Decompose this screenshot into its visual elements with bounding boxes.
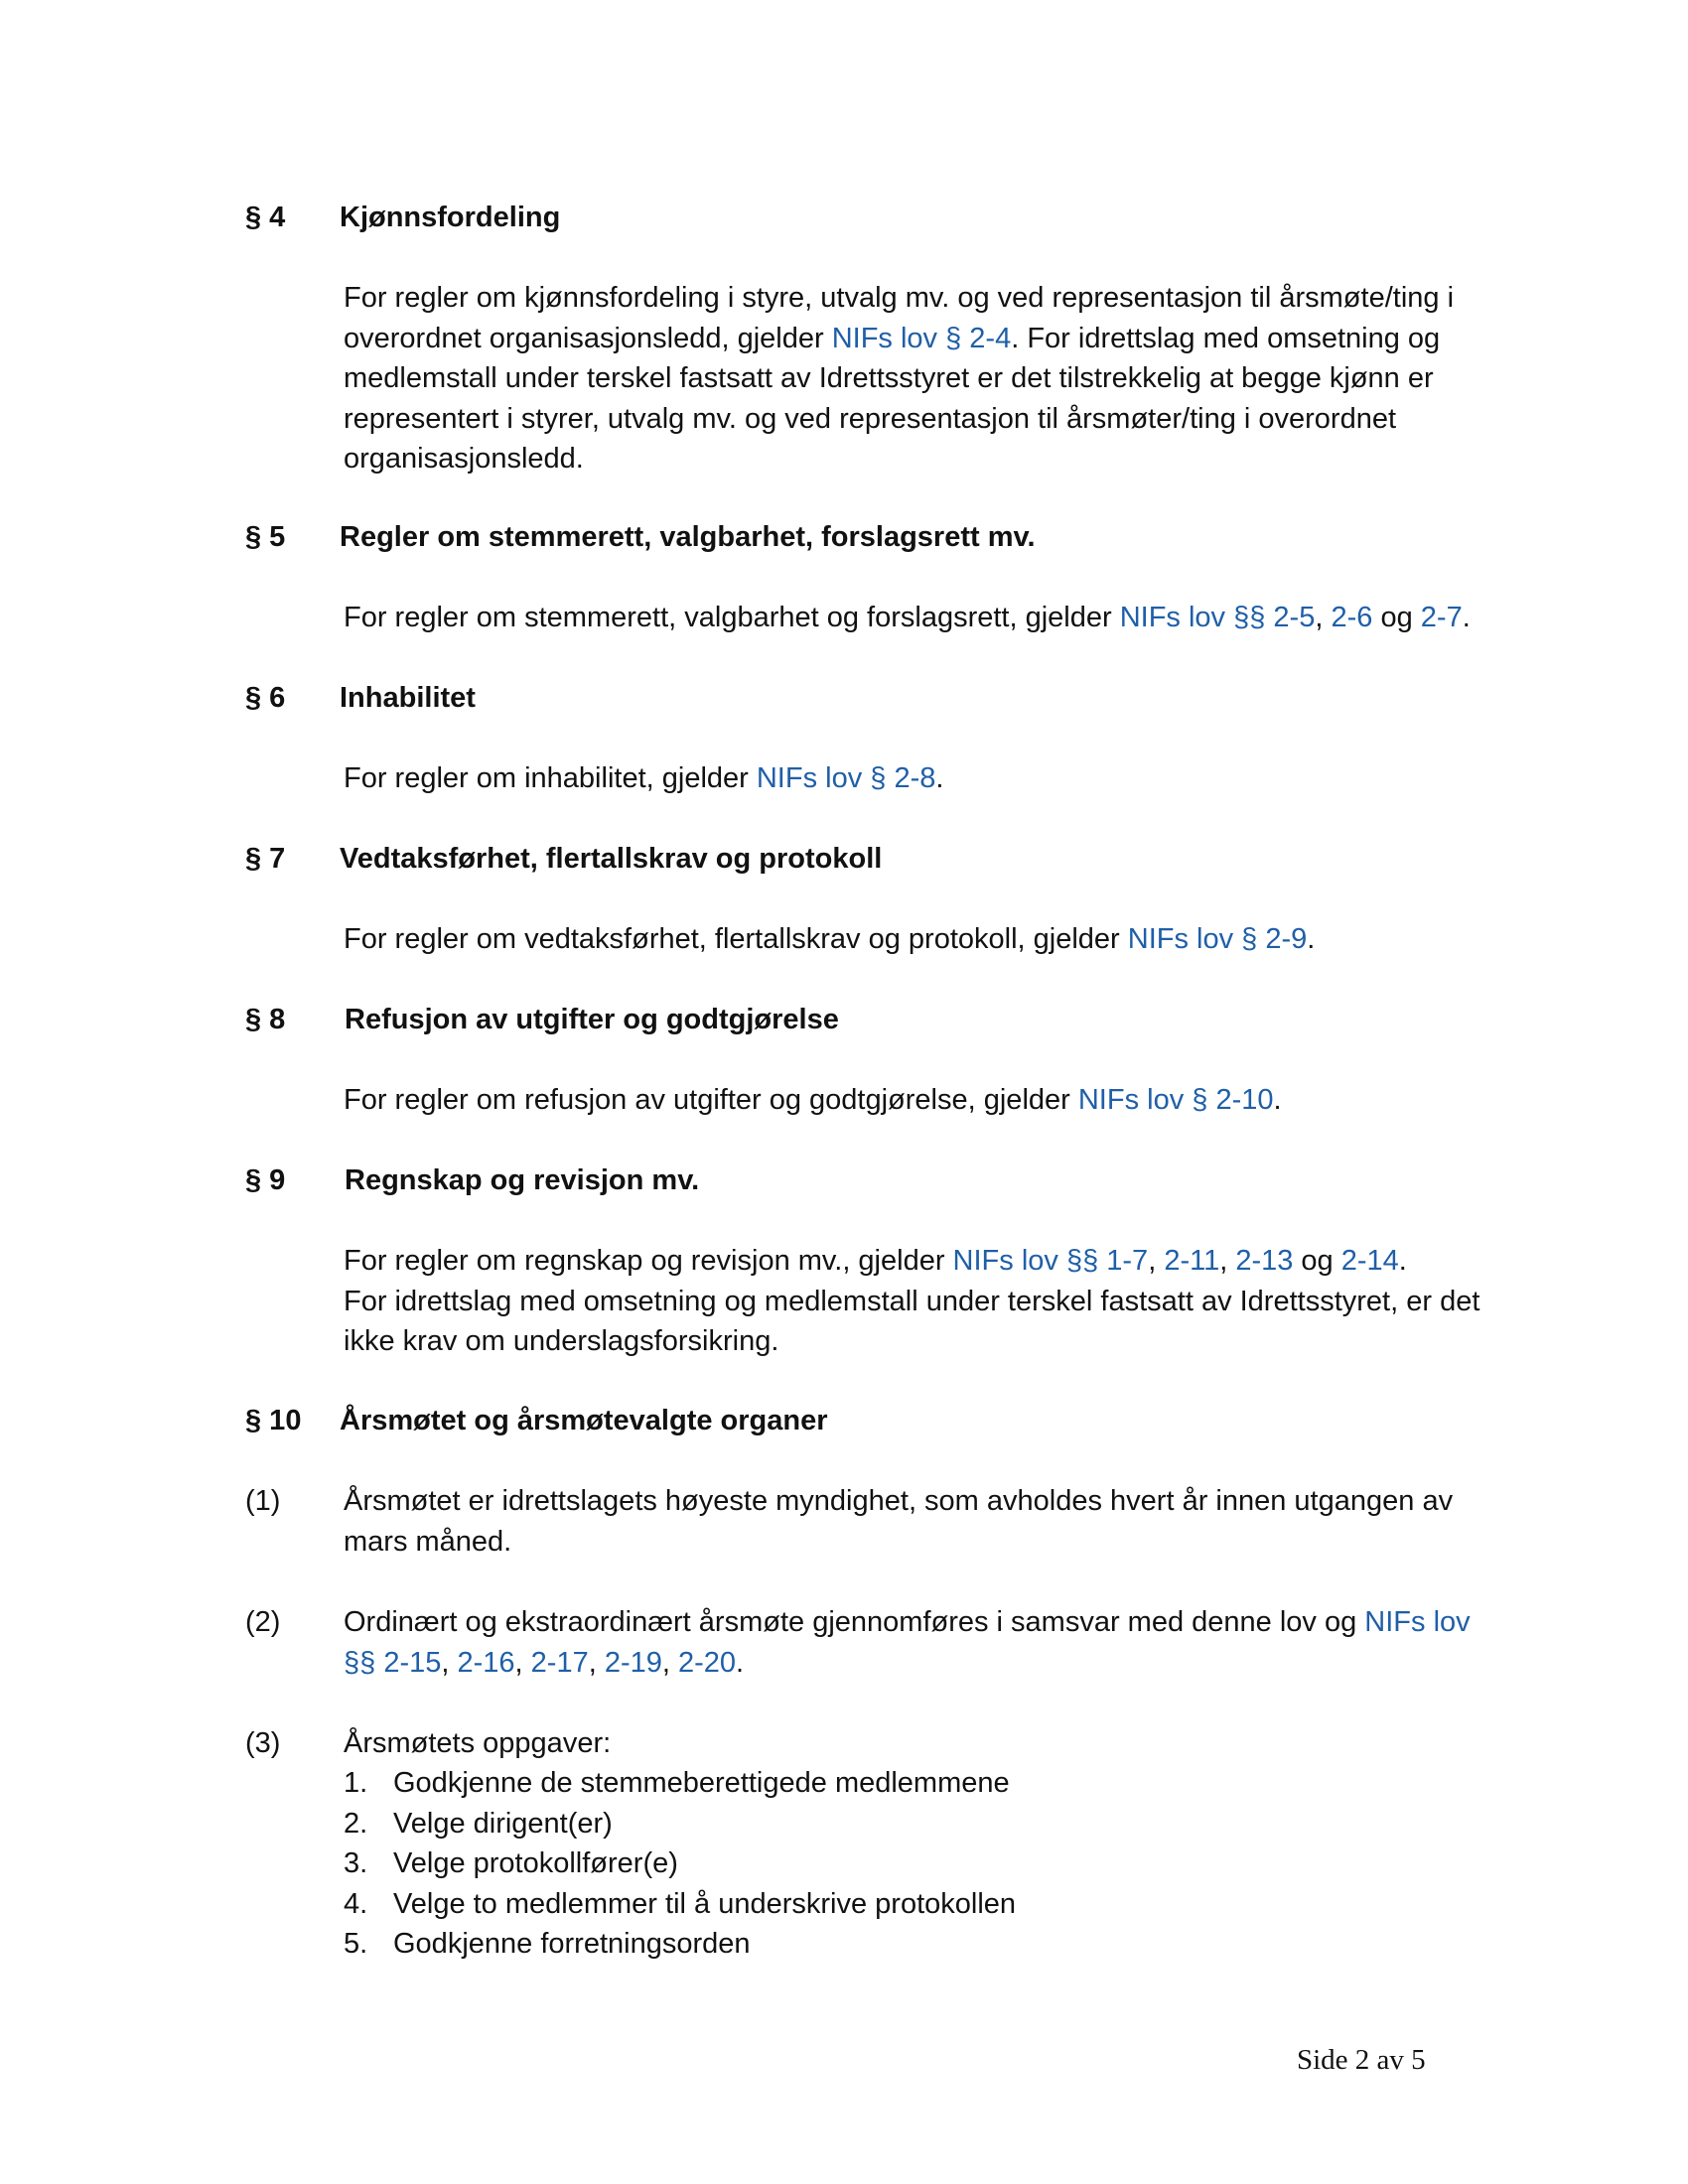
- section-number: § 6: [245, 682, 286, 714]
- section-number: § 7: [245, 843, 286, 875]
- section-title: Refusjon av utgifter og godtgjørelse: [345, 1004, 839, 1035]
- section-7-paragraph: For regler om vedtaksførhet, flertallskrav og protokoll, gjelder NIFs lov § 2-9.: [344, 923, 1316, 955]
- nifs-lov-2-14-link[interactable]: 2-14: [1340, 1245, 1399, 1277]
- section-number: § 4: [245, 202, 286, 233]
- section-number: § 10: [245, 1405, 302, 1436]
- section-4-paragraph: For regler om kjønnsfordeling i styre, utvalg mv. og ved representasjon til årsmøte/ting i overordnet organisasjonsledd, gjelder NIFs lov § 2-4. For idrettslag med omsetning og medlemstall under terskel fastsatt av Idrettsstyret er det tilstrekkelig at begge kjønn er representert i styrer, utvalg mv. og ved representasjon til årsmøter/ting i overordnet organisasjonsledd.: [344, 282, 1455, 475]
- nifs-lov-2-13-link[interactable]: 2-13: [1235, 1245, 1294, 1277]
- nifs-lov-link[interactable]: NIFs lov: [1364, 1606, 1471, 1638]
- nifs-lov-2-5-link[interactable]: NIFs lov §§ 2-5: [1119, 602, 1316, 633]
- nifs-lov-2-4-link[interactable]: NIFs lov § 2-4: [831, 322, 1012, 354]
- section-number: § 9: [245, 1164, 286, 1196]
- section-5-paragraph: For regler om stemmerett, valgbarhet og forslagsrett, gjelder NIFs lov §§ 2-5, 2-6 og 2-7.: [344, 602, 1471, 633]
- section-number: § 8: [245, 1004, 286, 1035]
- nifs-lov-2-9-link[interactable]: NIFs lov § 2-9: [1127, 923, 1308, 955]
- section-title: Regnskap og revisjon mv.: [345, 1164, 700, 1196]
- section-6-paragraph: For regler om inhabilitet, gjelder NIFs lov § 2-8.: [344, 762, 944, 794]
- nifs-lov-2-17-link[interactable]: 2-17: [530, 1646, 589, 1679]
- subsection-1-number: (1): [245, 1485, 281, 1517]
- subsection-2-paragraph: Ordinært og ekstraordinært årsmøte gjennomføres i samsvar med denne lov og NIFs lov §§ 2-15, 2-16, 2-17, 2-19, 2-20.: [344, 1606, 1471, 1679]
- subsection-3-number: (3): [245, 1727, 281, 1759]
- subsection-1-paragraph: Årsmøtet er idrettslagets høyeste myndighet, som avholdes hvert år innen utgangen av mars måned.: [344, 1485, 1454, 1558]
- section-number: § 5: [245, 521, 286, 553]
- nifs-lov-2-19-link[interactable]: 2-19: [604, 1646, 662, 1679]
- nifs-lov-2-10-link[interactable]: NIFs lov § 2-10: [1077, 1084, 1274, 1116]
- nifs-lov-2-7-link[interactable]: 2-7: [1420, 602, 1463, 633]
- section-8-paragraph: For regler om refusjon av utgifter og godtgjørelse, gjelder NIFs lov § 2-10.: [344, 1084, 1282, 1116]
- nifs-lov-2-15-link[interactable]: §§ 2-15: [344, 1646, 442, 1679]
- nifs-lov-2-8-link[interactable]: NIFs lov § 2-8: [756, 762, 936, 794]
- nifs-lov-1-7-link[interactable]: NIFs lov §§ 1-7: [952, 1245, 1149, 1277]
- subsection-3-intro: Årsmøtets oppgaver:: [344, 1727, 612, 1759]
- section-title: Inhabilitet: [340, 682, 476, 714]
- section-title: Regler om stemmerett, valgbarhet, forslagsrett mv.: [340, 521, 1036, 553]
- section-title: Årsmøtet og årsmøtevalgte organer: [340, 1405, 828, 1436]
- nifs-lov-2-6-link[interactable]: 2-6: [1331, 602, 1373, 633]
- nifs-lov-2-11-link[interactable]: 2-11: [1164, 1245, 1220, 1277]
- nifs-lov-2-20-link[interactable]: 2-20: [678, 1646, 737, 1679]
- section-title: Vedtaksførhet, flertallskrav og protokoll: [340, 843, 883, 875]
- subsection-2-number: (2): [245, 1606, 281, 1638]
- page-number: Side 2 av 5: [1297, 2044, 1426, 2076]
- section-9-paragraph: For regler om regnskap og revisjon mv., gjelder NIFs lov §§ 1-7, 2-11, 2-13 og 2-14. For idrettslag med omsetning og medlemstall under terskel fastsatt av Idrettsstyret, er det ikke krav om underslagsforsikring.: [344, 1245, 1480, 1357]
- nifs-lov-2-16-link[interactable]: 2-16: [457, 1646, 515, 1679]
- section-title: Kjønnsfordeling: [340, 202, 561, 233]
